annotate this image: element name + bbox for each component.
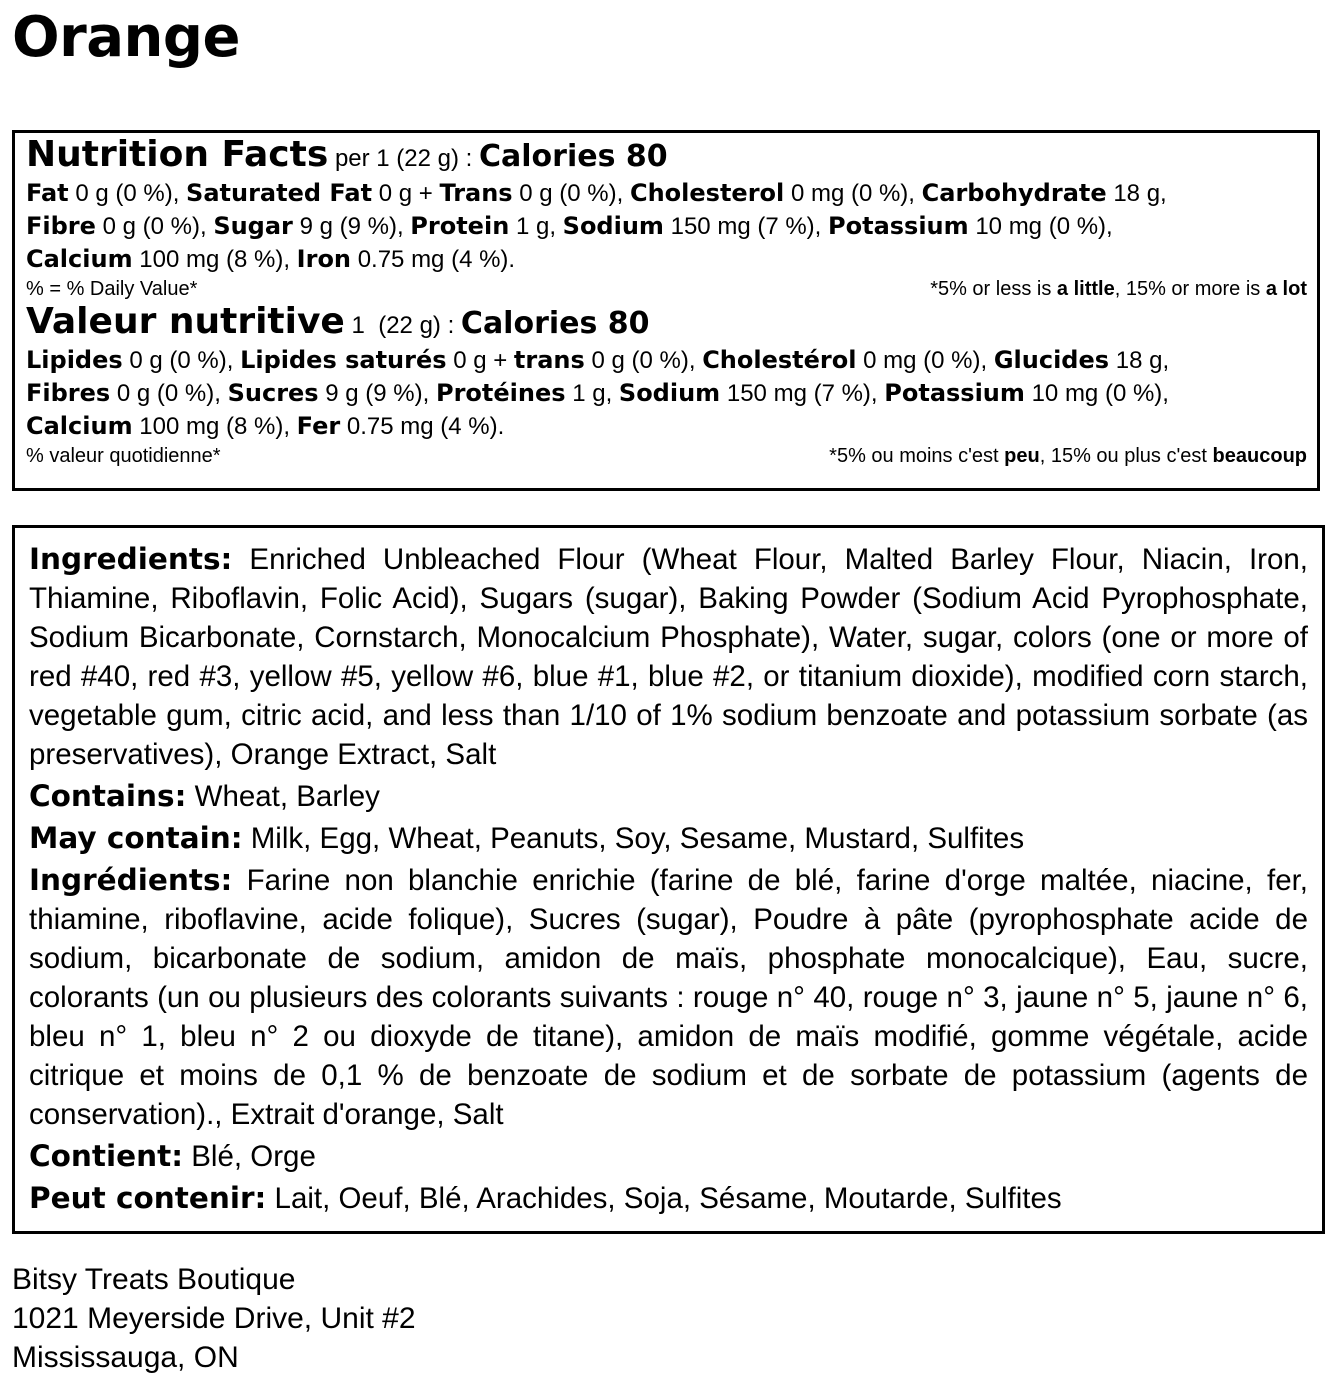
- nutrient-label: Sodium: [618, 379, 721, 407]
- nutrient-value: 18 g,: [1115, 347, 1170, 374]
- street-address: 1021 Meyerside Drive, Unit #2: [12, 1302, 416, 1335]
- nutrient-line: [26, 243, 1307, 276]
- nutrient-line: [26, 377, 1307, 410]
- nutrient-value: 0 g (0 %),: [102, 213, 214, 240]
- product-title: Orange: [12, 5, 240, 70]
- nutrient-label: Lipides saturés: [240, 346, 447, 374]
- nutrient-label: Sucres: [227, 379, 319, 407]
- ingredients-text: Enriched Unbleached Flour (Wheat Flour, Malted Barley Flour, Niacin, Iron, Thiamine, Riboflavin, Folic Acid), Sugars (sugar), Baking Powder (Sodium Acid Pyrophosphate, Sodium Bicarbonate, Cornstarch, Monocalcium Phosphate), Water, sugar, colors (one or more of red #40, red #3, yellow #5, yellow #6, blue #1, blue #2, or titanium dioxide), modified corn starch, vegetable gum, citric acid, and less than 1/10 of 1% sodium benzoate and potassium sorbate (as preservatives), Orange Extract, Salt: [29, 543, 1309, 771]
- nutrient-label: Fer: [296, 412, 341, 440]
- nutrient-value: 0 mg (0 %),: [790, 180, 922, 207]
- company-address: [12, 1260, 416, 1377]
- ingredients-text: Farine non blanchie enrichie (farine de blé, farine d'orge maltée, niacine, fer, thiamine, riboflavine, acide folique), Sucres (sugar), Poudre à pâte (pyrophosphate acide de sodium, bicarbonate de sodium, amidon de maïs, phosphate monocalcique), Eau, sucre, colorants (un ou plusieurs des colorants suivants : rouge n° 40, rouge n° 3, jaune n° 5, jaune n° 6, bleu n° 1, bleu n° 2 ou dioxyde de titane), amidon de maïs modifié, gomme végétale, acide citrique et moins de 0,1 % de benzoate de sodium et de sorbate de potassium (agents de conservation)., Extrait d'orange, Salt: [29, 864, 1308, 1131]
- guide-emphasis: a little: [1056, 278, 1115, 300]
- nutrient-value: 0 g +: [378, 180, 440, 207]
- may-contain-label: May contain:: [29, 821, 243, 855]
- nutrient-value: 9 g (9 %),: [299, 213, 411, 240]
- nutrition-heading-en: [26, 134, 1307, 177]
- ingredients-fr: [29, 861, 1308, 1134]
- nutrient-label: Protéines: [435, 379, 566, 407]
- nutrient-label: Calcium: [26, 412, 133, 440]
- daily-value-guide: [829, 443, 1307, 469]
- may-contain-label: Peut contenir:: [29, 1181, 267, 1215]
- nutrient-value: 100 mg (8 %),: [139, 413, 297, 440]
- guide-emphasis: beaucoup: [1212, 445, 1307, 467]
- city-province: Mississauga, ON: [12, 1341, 239, 1374]
- nutrient-value: 150 mg (7 %),: [726, 380, 885, 407]
- guide-emphasis: a lot: [1265, 278, 1307, 300]
- nutrient-label: Fibre: [26, 212, 96, 240]
- nutrient-value: 0 g (0 %),: [116, 380, 228, 407]
- nutrient-line: [26, 177, 1307, 210]
- guide-text: *5% or less is: [930, 278, 1057, 300]
- may-contain-text: Milk, Egg, Wheat, Peanuts, Soy, Sesame, Mustard, Sulfites: [250, 822, 1025, 855]
- nutrient-label: Potassium: [828, 212, 969, 240]
- ingredients-label: Ingredients:: [29, 542, 233, 576]
- calories-en: Calories 80: [479, 139, 668, 174]
- nutrient-label: Fat: [26, 179, 69, 207]
- may-contain-en: [29, 819, 1308, 858]
- daily-value-footnote-fr: [26, 443, 1307, 469]
- nutrient-label: Carbohydrate: [921, 179, 1107, 207]
- nutrient-label: Protein: [410, 212, 510, 240]
- nutrient-label: Cholestérol: [702, 346, 857, 374]
- nutrient-label: Saturated Fat: [186, 179, 373, 207]
- nutrient-value: 0 mg (0 %),: [863, 347, 994, 374]
- daily-value-legend: % = % Daily Value*: [26, 278, 198, 300]
- guide-text: , 15% ou plus c'est: [1039, 445, 1213, 467]
- nutrient-line: [26, 210, 1307, 243]
- serving-size-en: per 1 (22 g) :: [334, 145, 473, 172]
- nutrient-value: 1 g,: [515, 213, 563, 240]
- may-contain-fr: [29, 1179, 1308, 1218]
- nutrient-value: 0 g +: [453, 347, 514, 374]
- serving-size-fr: 1 (22 g) :: [351, 312, 455, 339]
- nutrient-label: trans: [513, 346, 585, 374]
- nutrient-label: Glucides: [993, 346, 1110, 374]
- nutrient-value: 10 mg (0 %),: [1031, 380, 1169, 407]
- nutrient-value: 100 mg (8 %),: [139, 246, 297, 273]
- company-name: Bitsy Treats Boutique: [12, 1263, 296, 1296]
- nutrient-label: Potassium: [884, 379, 1025, 407]
- contains-fr: [29, 1137, 1308, 1176]
- ingredients-panel: [12, 525, 1325, 1234]
- nutrition-facts-title: Nutrition Facts: [26, 134, 329, 175]
- daily-value-legend: % valeur quotidienne*: [26, 445, 221, 467]
- nutrient-value: 18 g,: [1113, 180, 1167, 207]
- nutrient-value: 0 g (0 %),: [591, 347, 703, 374]
- nutrition-facts-table: [12, 130, 1320, 491]
- nutrient-label: Iron: [296, 245, 352, 273]
- nutrient-value: 10 mg (0 %),: [975, 213, 1113, 240]
- guide-text: , 15% or more is: [1114, 278, 1266, 300]
- nutrient-value: 0 g (0 %),: [75, 180, 187, 207]
- nutrient-label: Lipides: [26, 346, 123, 374]
- contains-text: Blé, Orge: [191, 1140, 316, 1173]
- nutrient-label: Trans: [439, 179, 513, 207]
- nutrient-value: 0.75 mg (4 %).: [357, 246, 516, 273]
- nutrient-label: Sodium: [562, 212, 664, 240]
- nutrient-label: Fibres: [26, 379, 111, 407]
- may-contain-text: Lait, Oeuf, Blé, Arachides, Soja, Sésame, Moutarde, Sulfites: [274, 1182, 1062, 1215]
- ingredients-label: Ingrédients:: [29, 863, 233, 897]
- nutrient-line: [26, 410, 1307, 443]
- contains-en: [29, 777, 1308, 816]
- daily-value-footnote-en: [26, 276, 1307, 302]
- nutrition-heading-fr: [26, 301, 1307, 344]
- daily-value-guide: [930, 276, 1307, 302]
- nutrient-line: [26, 344, 1307, 377]
- nutrient-label: Cholesterol: [629, 179, 785, 207]
- calories-fr: Calories 80: [460, 306, 650, 341]
- nutrient-label: Sugar: [213, 212, 293, 240]
- contains-label: Contient:: [29, 1139, 184, 1173]
- nutrient-value: 0.75 mg (4 %).: [346, 413, 505, 440]
- guide-text: *5% ou moins c'est: [829, 445, 1005, 467]
- guide-emphasis: peu: [1004, 445, 1040, 467]
- valeur-nutritive-title: Valeur nutritive: [26, 301, 345, 342]
- nutrient-value: 1 g,: [572, 380, 619, 407]
- nutrient-value: 150 mg (7 %),: [670, 213, 829, 240]
- nutrient-value: 9 g (9 %),: [325, 380, 436, 407]
- nutrient-value: 0 g (0 %),: [129, 347, 241, 374]
- nutrient-value: 0 g (0 %),: [519, 180, 630, 207]
- nutrient-label: Calcium: [26, 245, 133, 273]
- contains-label: Contains:: [29, 779, 187, 813]
- contains-text: Wheat, Barley: [194, 780, 380, 813]
- ingredients-en: [29, 540, 1308, 774]
